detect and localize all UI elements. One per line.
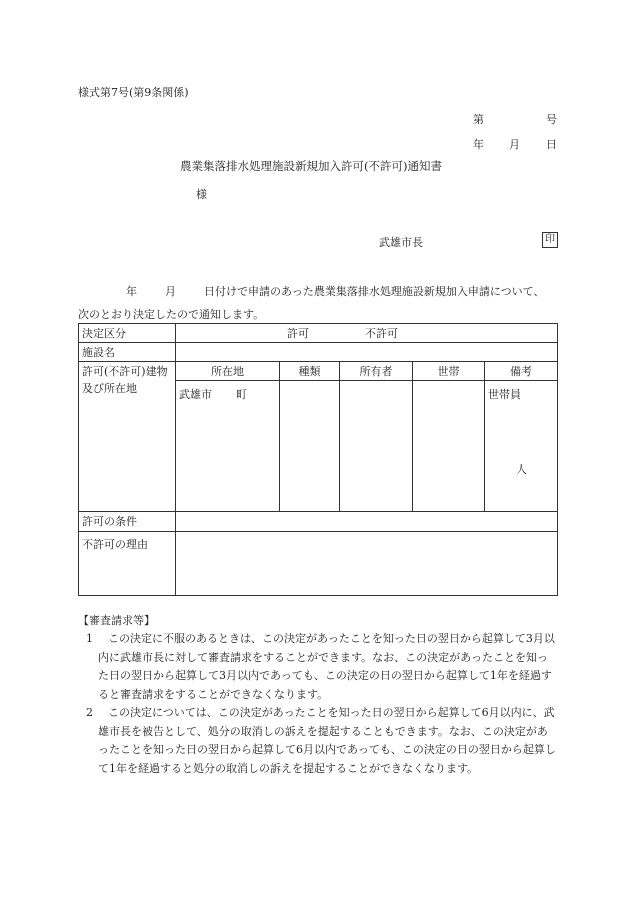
reason-value bbox=[176, 532, 558, 596]
location-city: 武雄市 bbox=[179, 388, 212, 401]
col-remarks: 備考 bbox=[485, 362, 558, 381]
document-title: 農業集落排水処理施設新規加入許可(不許可)通知書 bbox=[180, 159, 442, 173]
document-number-line bbox=[473, 111, 557, 127]
decision-approve: 許可 bbox=[287, 327, 309, 340]
col-type: 種類 bbox=[280, 362, 340, 381]
decision-options bbox=[176, 324, 558, 343]
building-label: 許可(不許可)建物及び所在地 bbox=[79, 362, 176, 512]
location-town: 町 bbox=[236, 388, 247, 401]
reason-label: 不許可の理由 bbox=[79, 532, 176, 596]
date-year: 年 bbox=[473, 138, 484, 151]
conditions-row bbox=[79, 512, 558, 532]
form-number: 様式第7号(第9条関係) bbox=[78, 86, 189, 99]
remarks-person-unit: 人 bbox=[516, 463, 527, 476]
location-cell bbox=[176, 381, 280, 512]
owner-cell bbox=[340, 381, 413, 512]
facility-label: 施設名 bbox=[79, 343, 176, 362]
addressee-suffix: 様 bbox=[196, 188, 207, 201]
intro-month: 月 bbox=[165, 285, 176, 298]
type-cell bbox=[280, 381, 340, 512]
reason-row bbox=[79, 532, 558, 596]
building-header-row bbox=[79, 362, 558, 381]
col-household: 世帯 bbox=[413, 362, 485, 381]
decision-table bbox=[78, 323, 558, 596]
intro-year: 年 bbox=[126, 285, 137, 298]
seal-mark: 印 bbox=[542, 232, 558, 248]
remarks-household-members: 世帯員 bbox=[488, 388, 521, 401]
issuer-name: 武雄市長 bbox=[379, 236, 423, 249]
intro-line-1 bbox=[126, 283, 544, 299]
review-heading: 【審査請求等】 bbox=[78, 614, 155, 627]
review-item-1-number: 1 bbox=[86, 632, 93, 645]
review-item-2-text: この決定については、この決定があったことを知った日の翌日から起算して6月以内に、武雄市長を被告として、処分の取消しの訴えを提起することもできます。なお、この決定があったことを知った日の翌日から起算して6月以内であっても、この決定の日の翌日から起算して1年を経過すると処分の取消しの訴えを提起することができなくなります。 bbox=[98, 706, 556, 775]
date-day: 日 bbox=[546, 138, 557, 151]
review-item-2-number: 2 bbox=[86, 706, 93, 719]
household-cell bbox=[413, 381, 485, 512]
intro-rest: 日付けで申請のあった農業集落排水処理施設新規加入申請について、 bbox=[204, 285, 545, 298]
number-prefix: 第 bbox=[473, 113, 484, 126]
facility-row bbox=[79, 343, 558, 362]
conditions-value bbox=[176, 512, 558, 532]
review-item-1 bbox=[78, 630, 558, 704]
remarks-cell bbox=[485, 381, 558, 512]
col-owner: 所有者 bbox=[340, 362, 413, 381]
date-month: 月 bbox=[509, 138, 520, 151]
conditions-label: 許可の条件 bbox=[79, 512, 176, 532]
intro-line-2: 次のとおり決定したので通知します。 bbox=[78, 308, 265, 321]
facility-value bbox=[176, 343, 558, 362]
col-location: 所在地 bbox=[176, 362, 280, 381]
number-suffix: 号 bbox=[546, 113, 557, 126]
decision-reject: 不許可 bbox=[365, 327, 398, 340]
review-item-2 bbox=[78, 704, 558, 778]
decision-row bbox=[79, 324, 558, 343]
decision-label: 決定区分 bbox=[79, 324, 176, 343]
review-item-1-text: この決定に不服のあるときは、この決定があったことを知った日の翌日から起算して3月以内に武雄市長に対して審査請求をすることができます。なお、この決定があったことを知った日の翌日から起算して3月以内であっても、この決定の日の翌日から起算して1年を経過すると審査請求をすることができなくなります。 bbox=[98, 632, 555, 701]
